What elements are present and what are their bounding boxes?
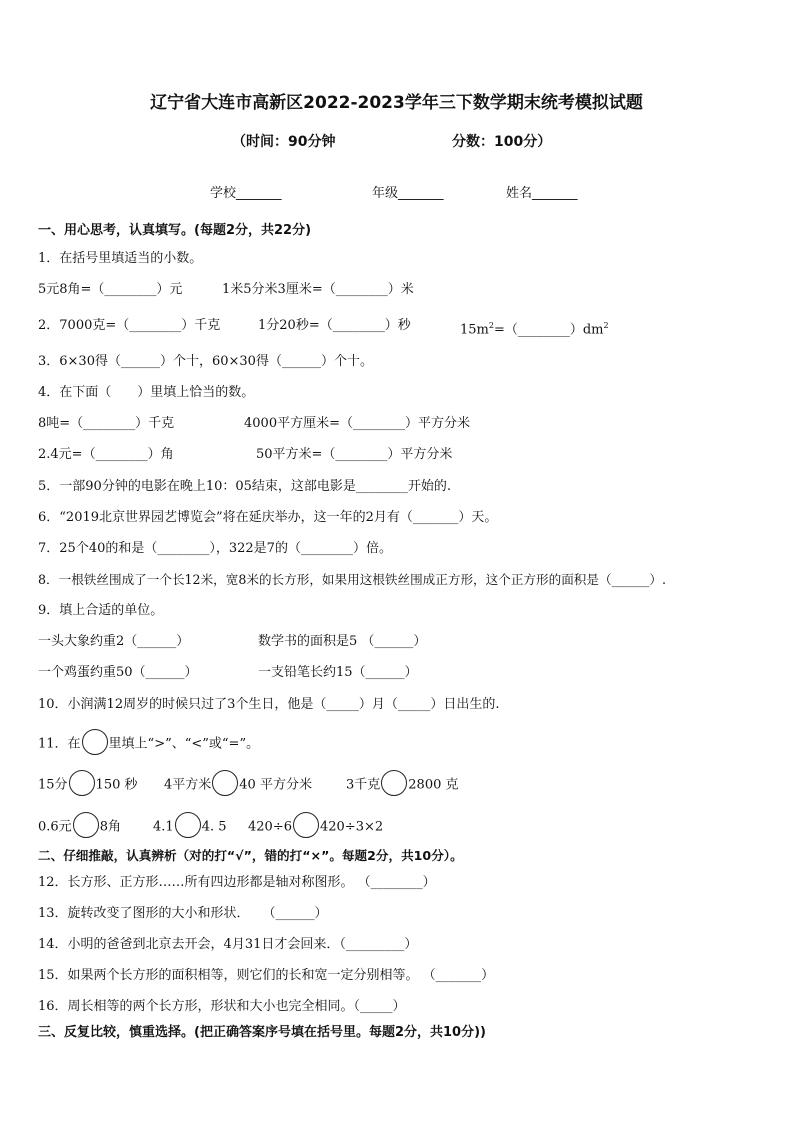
compare-2c-right: 420÷3×2 xyxy=(319,819,384,835)
exam-time: （时间：90分钟 xyxy=(232,134,336,150)
answer-circle-1b[interactable] xyxy=(212,770,238,796)
compare-row-1b xyxy=(164,774,312,796)
question-7: 7．25个40的和是（________），322是7的（________）倍。 xyxy=(38,541,392,556)
question-11 xyxy=(38,733,259,755)
compare-1a-left: 15分 xyxy=(38,777,68,793)
question-4d: 50平方米=（________）平方分米 xyxy=(256,447,453,462)
question-14: 14．小明的爸爸到北京去开会，4月31日才会回来．（_________） xyxy=(38,937,418,952)
question-3: 3．6×30得（______）个十，60×30得（______）个十。 xyxy=(38,354,373,369)
question-2a: 2．7000克=（________）千克 xyxy=(38,318,221,333)
compare-row-2a xyxy=(38,816,121,838)
compare-row-2b xyxy=(153,816,227,838)
section1-heading: 一、用心思考，认真填写。(每题2分，共22分) xyxy=(38,223,312,238)
exam-score: 分数：100分） xyxy=(452,134,552,150)
answer-circle-2a[interactable] xyxy=(73,812,99,838)
compare-1b-left: 4平方米 xyxy=(164,777,212,793)
question-15: 15．如果两个长方形的面积相等，则它们的长和宽一定分别相等。 （_______） xyxy=(38,968,495,983)
question-13: 13．旋转改变了图形的大小和形状． （______） xyxy=(38,906,328,921)
question-12: 12．长方形、正方形……所有四边形都是轴对称图形。 （________） xyxy=(38,875,436,890)
q2c-sup: 2 xyxy=(488,321,494,330)
section3-heading: 三、反复比较，慎重选择。(把正确答案序号填在括号里。每题2分，共10分)) xyxy=(38,1025,486,1040)
compare-2b-right: 4. 5 xyxy=(201,819,227,835)
answer-circle-2b[interactable] xyxy=(175,812,201,838)
question-8: 8．一根铁丝围成了一个长12米，宽8米的长方形，如果用这根铁丝围成正方形，这个正方形的面积是（______）. xyxy=(38,572,666,587)
question-10: 10．小润满12周岁的时候只过了3个生日，他是（_____）月（_____）日出生的. xyxy=(38,697,500,712)
question-1a: 5元8角=（________）元 xyxy=(38,282,183,297)
question-9b: 数学书的面积是5 （______） xyxy=(258,634,427,649)
question-4b: 4000平方厘米=（________）平方分米 xyxy=(244,416,470,431)
question-9: 9．填上合适的单位。 xyxy=(38,603,164,618)
q11-pre: 11．在 xyxy=(38,736,81,752)
grade-field[interactable]: 年级_______ xyxy=(372,186,444,201)
question-1: 1．在括号里填适当的小数。 xyxy=(38,251,203,266)
question-2c xyxy=(460,317,609,339)
answer-circle-1c[interactable] xyxy=(381,770,407,796)
compare-row-1a xyxy=(38,774,138,796)
compare-row-1c xyxy=(346,774,459,796)
compare-1c-right: 2800 克 xyxy=(408,777,459,793)
compare-2b-left: 4.1 xyxy=(153,819,174,835)
q2c-sup2: 2 xyxy=(603,321,609,330)
q2c-mid: =（________）dm xyxy=(493,322,604,338)
section2-heading: 二、仔细推敲，认真辨析（对的打“√”，错的打“×”。每题2分，共10分）。 xyxy=(38,848,463,863)
answer-circle-2c[interactable] xyxy=(293,812,319,838)
compare-1a-right: 150 秒 xyxy=(95,777,138,793)
compare-circle-icon xyxy=(82,729,108,755)
name-field[interactable]: 姓名_______ xyxy=(506,186,578,201)
compare-1c-left: 3千克 xyxy=(346,777,381,793)
question-6: 6．“2019北京世界园艺博览会”将在延庆举办，这一年的2月有（_______）天。 xyxy=(38,510,498,525)
question-4: 4．在下面（ ）里填上恰当的数。 xyxy=(38,385,255,400)
question-4a: 8吨=（________）千克 xyxy=(38,416,175,431)
question-5: 5．一部90分钟的电影在晚上10：05结束，这部电影是________开始的. xyxy=(38,479,452,494)
question-4c: 2.4元=（________）角 xyxy=(38,447,174,462)
answer-circle-1a[interactable] xyxy=(69,770,95,796)
question-2b: 1分20秒=（________）秒 xyxy=(258,318,411,333)
question-1b: 1米5分米3厘米=（________）米 xyxy=(222,282,414,297)
school-field[interactable]: 学校_______ xyxy=(210,186,282,201)
compare-2c-left: 420÷6 xyxy=(248,819,292,835)
q2c-pre: 15m xyxy=(460,322,489,338)
compare-row-2c xyxy=(248,816,383,838)
question-9d: 一支铅笔长约15（______） xyxy=(258,665,418,680)
question-9a: 一头大象约重2（______） xyxy=(38,634,190,649)
page-title: 辽宁省大连市高新区2022-2023学年三下数学期末统考模拟试题 xyxy=(150,93,643,113)
compare-1b-right: 40 平方分米 xyxy=(239,777,312,793)
question-16: 16．周长相等的两个长方形，形状和大小也完全相同。（_____） xyxy=(38,999,406,1014)
question-9c: 一个鸡蛋约重50（______） xyxy=(38,665,198,680)
compare-2a-right: 8角 xyxy=(99,819,121,835)
q11-post: 里填上“>”、“<”或“=”。 xyxy=(108,736,260,752)
compare-2a-left: 0.6元 xyxy=(38,819,72,835)
